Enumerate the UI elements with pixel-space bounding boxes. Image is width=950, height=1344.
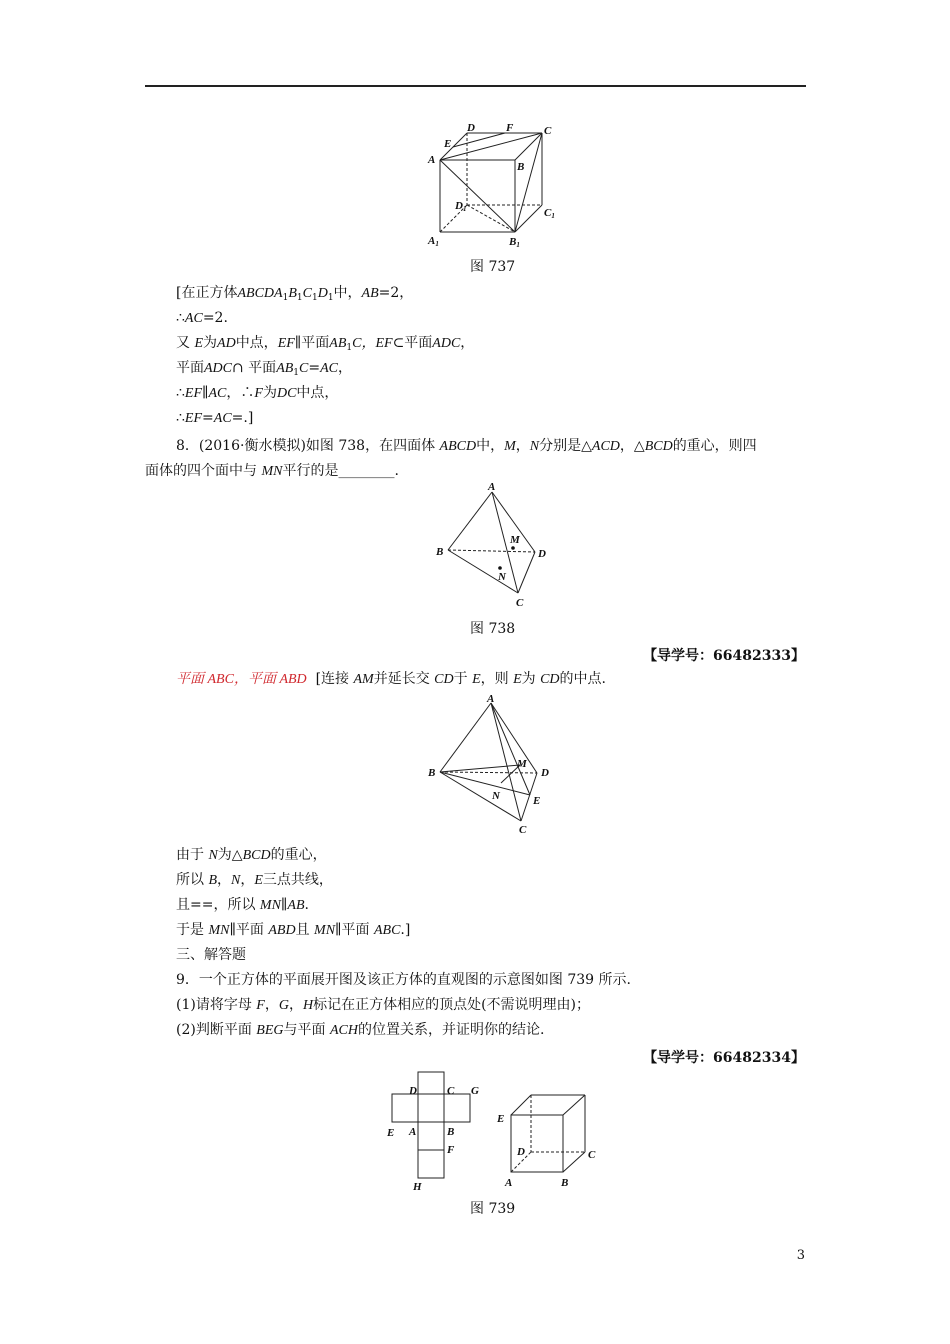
fig737-label-E: E <box>444 138 452 150</box>
fig738b-label-D: D <box>541 767 549 779</box>
sol8-line-5: 于是 MN∥平面 ABD且 MN∥平面 ABC.] <box>176 922 411 938</box>
fig737-label-D1: D1 <box>455 200 467 213</box>
fig738b-label-N: N <box>492 790 500 802</box>
q9-line-1: 9．一个正方体的平面展开图及该正方体的直观图的示意图如图 739 所示. <box>176 972 631 988</box>
figure-737-cube <box>420 120 560 250</box>
sol7-line-1: [在正方体$ABCDA_1B_1C_1D_1$中，AB=2， <box>176 285 414 303</box>
q8-line-2: 面体的四个面中与 MN平行的是________. <box>145 463 399 479</box>
fig738b-label-B: B <box>428 767 436 779</box>
fig739-net-label-F: F <box>447 1144 455 1156</box>
fig739-cube-label-D: D <box>517 1146 525 1158</box>
fig738-label-M: M <box>510 534 520 546</box>
fig739-cube-label-B: B <box>561 1177 569 1189</box>
fig738-label-C: C <box>516 597 524 609</box>
fig737-label-B: B <box>517 161 525 173</box>
fig738b-label-C: C <box>519 824 527 836</box>
sol8-answer: 平面 ABC，平面 ABD <box>176 672 307 687</box>
figure-739-caption: 图 739 <box>470 1201 516 1217</box>
sol8-line-2: 由于 N为△BCD的重心， <box>176 847 327 863</box>
fig739-cube-label-A: A <box>505 1177 513 1189</box>
fig739-net-label-E: E <box>387 1127 395 1139</box>
fig739-net-label-G: G <box>471 1085 479 1097</box>
fig737-label-B1: B1 <box>509 236 520 249</box>
sol8-line-1: 平面 ABC，平面 ABD [连接 AM并延长交 CD于 E，则 E为 CD的中点. <box>176 671 606 687</box>
fig737-label-C1: C1 <box>544 207 555 220</box>
figure-738b-tetrahedron <box>425 695 565 840</box>
sol7-line-3: 又 E为AD中点，EF∥平面$AB_1C$，EF⊂平面ADC， <box>176 335 475 353</box>
q9-line-3: (2)判断平面 BEG与平面 ACH的位置关系，并证明你的结论. <box>176 1022 545 1038</box>
header-rule <box>145 85 806 87</box>
fig739-net-label-D: D <box>409 1085 417 1097</box>
fig738-label-B: B <box>436 546 444 558</box>
guide-number-2: 【导学号：66482334】 <box>643 1050 805 1066</box>
q9-line-2: (1)请将字母 F，G，H标记在正方体相应的顶点处(不需说明理由)； <box>176 997 591 1013</box>
fig739-cube-label-E: E <box>497 1113 505 1125</box>
fig737-label-A1: A1 <box>428 235 439 248</box>
fig738-point-M <box>511 546 515 550</box>
fig738b-label-E: E <box>533 795 541 807</box>
figure-737-caption: 图 737 <box>470 259 516 275</box>
fig739-net-label-B: B <box>447 1126 455 1138</box>
fig737-label-C: C <box>544 125 552 137</box>
fig738b-label-A: A <box>487 693 495 705</box>
fig737-label-F: F <box>506 122 514 134</box>
fig738-point-N <box>498 566 502 570</box>
fig739-cube-label-C: C <box>588 1149 596 1161</box>
fig737-label-A: A <box>428 154 436 166</box>
figure-739-net <box>385 1068 495 1193</box>
sol7-line-6: ∴EF=AC=.] <box>176 410 254 426</box>
fig738-label-N: N <box>498 571 506 583</box>
fig739-net-label-H: H <box>413 1181 422 1193</box>
sol8-line-3: 所以 B，N，E三点共线， <box>176 872 333 888</box>
q8-line-1: 8．(2016·衡水模拟)如图 738，在四面体 ABCD中，M，N分别是△ACD，△BCD的重心，则四 <box>176 438 757 454</box>
sol7-line-5: ∴EF∥AC，∴F为DC中点， <box>176 385 339 401</box>
fig738-label-A: A <box>488 481 496 493</box>
fig738b-label-M: M <box>517 758 527 770</box>
figure-738-tetrahedron <box>430 480 560 610</box>
fig738-label-D: D <box>538 548 546 560</box>
figure-739-cube <box>495 1088 605 1193</box>
guide-number-1: 【导学号：66482333】 <box>643 648 805 664</box>
section-3-heading: 三、解答题 <box>176 947 246 963</box>
page-number: 3 <box>796 1248 805 1263</box>
sol7-line-4: 平面ADC∩ 平面$AB_1C=AC$， <box>176 360 352 378</box>
figure-738-caption: 图 738 <box>470 621 516 637</box>
sol7-line-2: ∴AC=2. <box>176 310 228 326</box>
fig737-label-D: D <box>467 122 475 134</box>
fig739-net-label-A: A <box>409 1126 417 1138</box>
sol8-line-4: 且==，所以 MN∥AB. <box>176 897 309 913</box>
fig739-net-label-C: C <box>447 1085 455 1097</box>
